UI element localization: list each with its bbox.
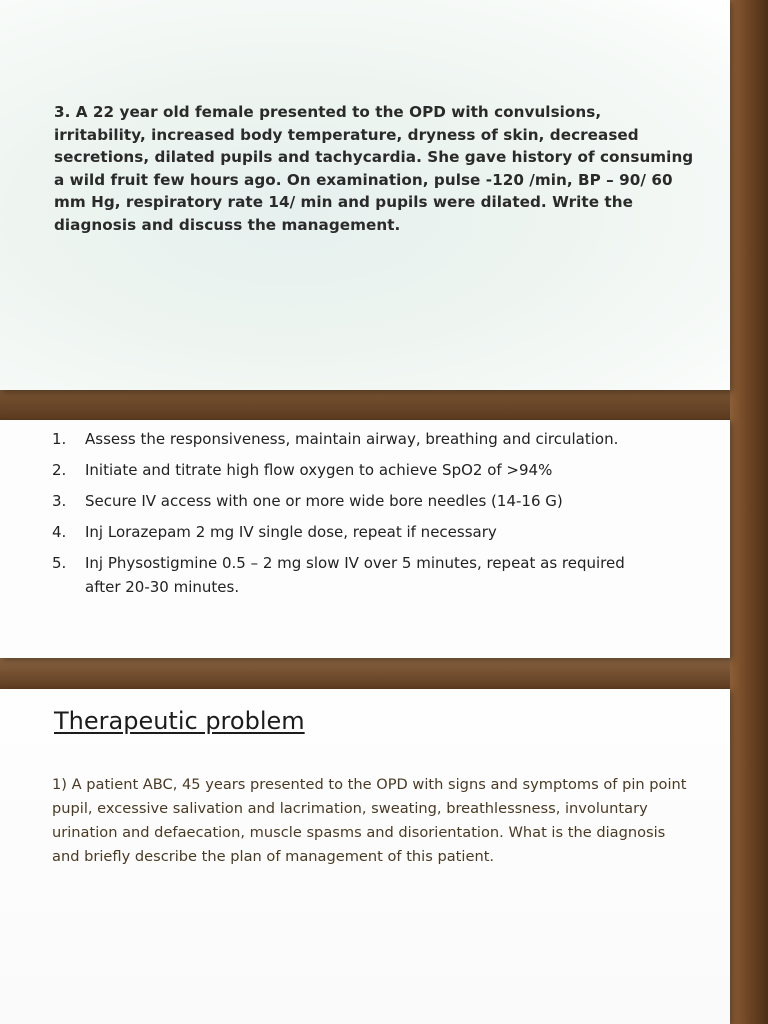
step-number: 5.: [52, 554, 67, 572]
list-item: [52, 427, 652, 451]
list-item: [52, 520, 652, 544]
case-question-3: 3. A 22 year old female presented to the OPD with convulsions, irritability, increased body temperature, dryness of skin, decreased secretions, dilated pupils and tachycardia. She gave history of consuming a wild fruit few hours ago. On examination, pulse -120 /min, BP – 90/ 60 mm Hg, respiratory rate 14/ min and pupils were dilated. Write the diagnosis and discuss the management.: [54, 103, 694, 234]
gap-band-top: [0, 388, 768, 420]
list-item: [52, 489, 652, 513]
step-text: Initiate and titrate high flow oxygen to achieve SpO2 of >94%: [85, 461, 553, 479]
list-item: [52, 458, 652, 482]
right-edge-surface: [730, 0, 768, 1024]
step-number: 1.: [52, 430, 67, 448]
step-text: Inj Physostigmine 0.5 – 2 mg slow IV over 5 minutes, repeat as required after 20-30 minutes.: [85, 554, 625, 596]
gap-band-middle: [0, 657, 768, 689]
step-text: Secure IV access with one or more wide bore needles (14-16 G): [85, 492, 563, 510]
therapeutic-question-1: 1) A patient ABC, 45 years presented to the OPD with signs and symptoms of pin point pupil, excessive salivation and lacrimation, sweating, breathlessness, involuntary urination and defaecation, muscle spasms and disorientation. What is the diagnosis and briefly describe the plan of management of this patient.: [52, 776, 687, 865]
section-title: Therapeutic problem: [54, 707, 305, 735]
list-item: [52, 551, 652, 599]
step-number: 2.: [52, 461, 67, 479]
step-number: 3.: [52, 492, 67, 510]
step-text: Assess the responsiveness, maintain airway, breathing and circulation.: [85, 430, 619, 448]
step-text: Inj Lorazepam 2 mg IV single dose, repeat if necessary: [85, 523, 497, 541]
step-number: 4.: [52, 523, 67, 541]
management-steps-list: [52, 427, 652, 606]
slide-top: [0, 0, 730, 390]
